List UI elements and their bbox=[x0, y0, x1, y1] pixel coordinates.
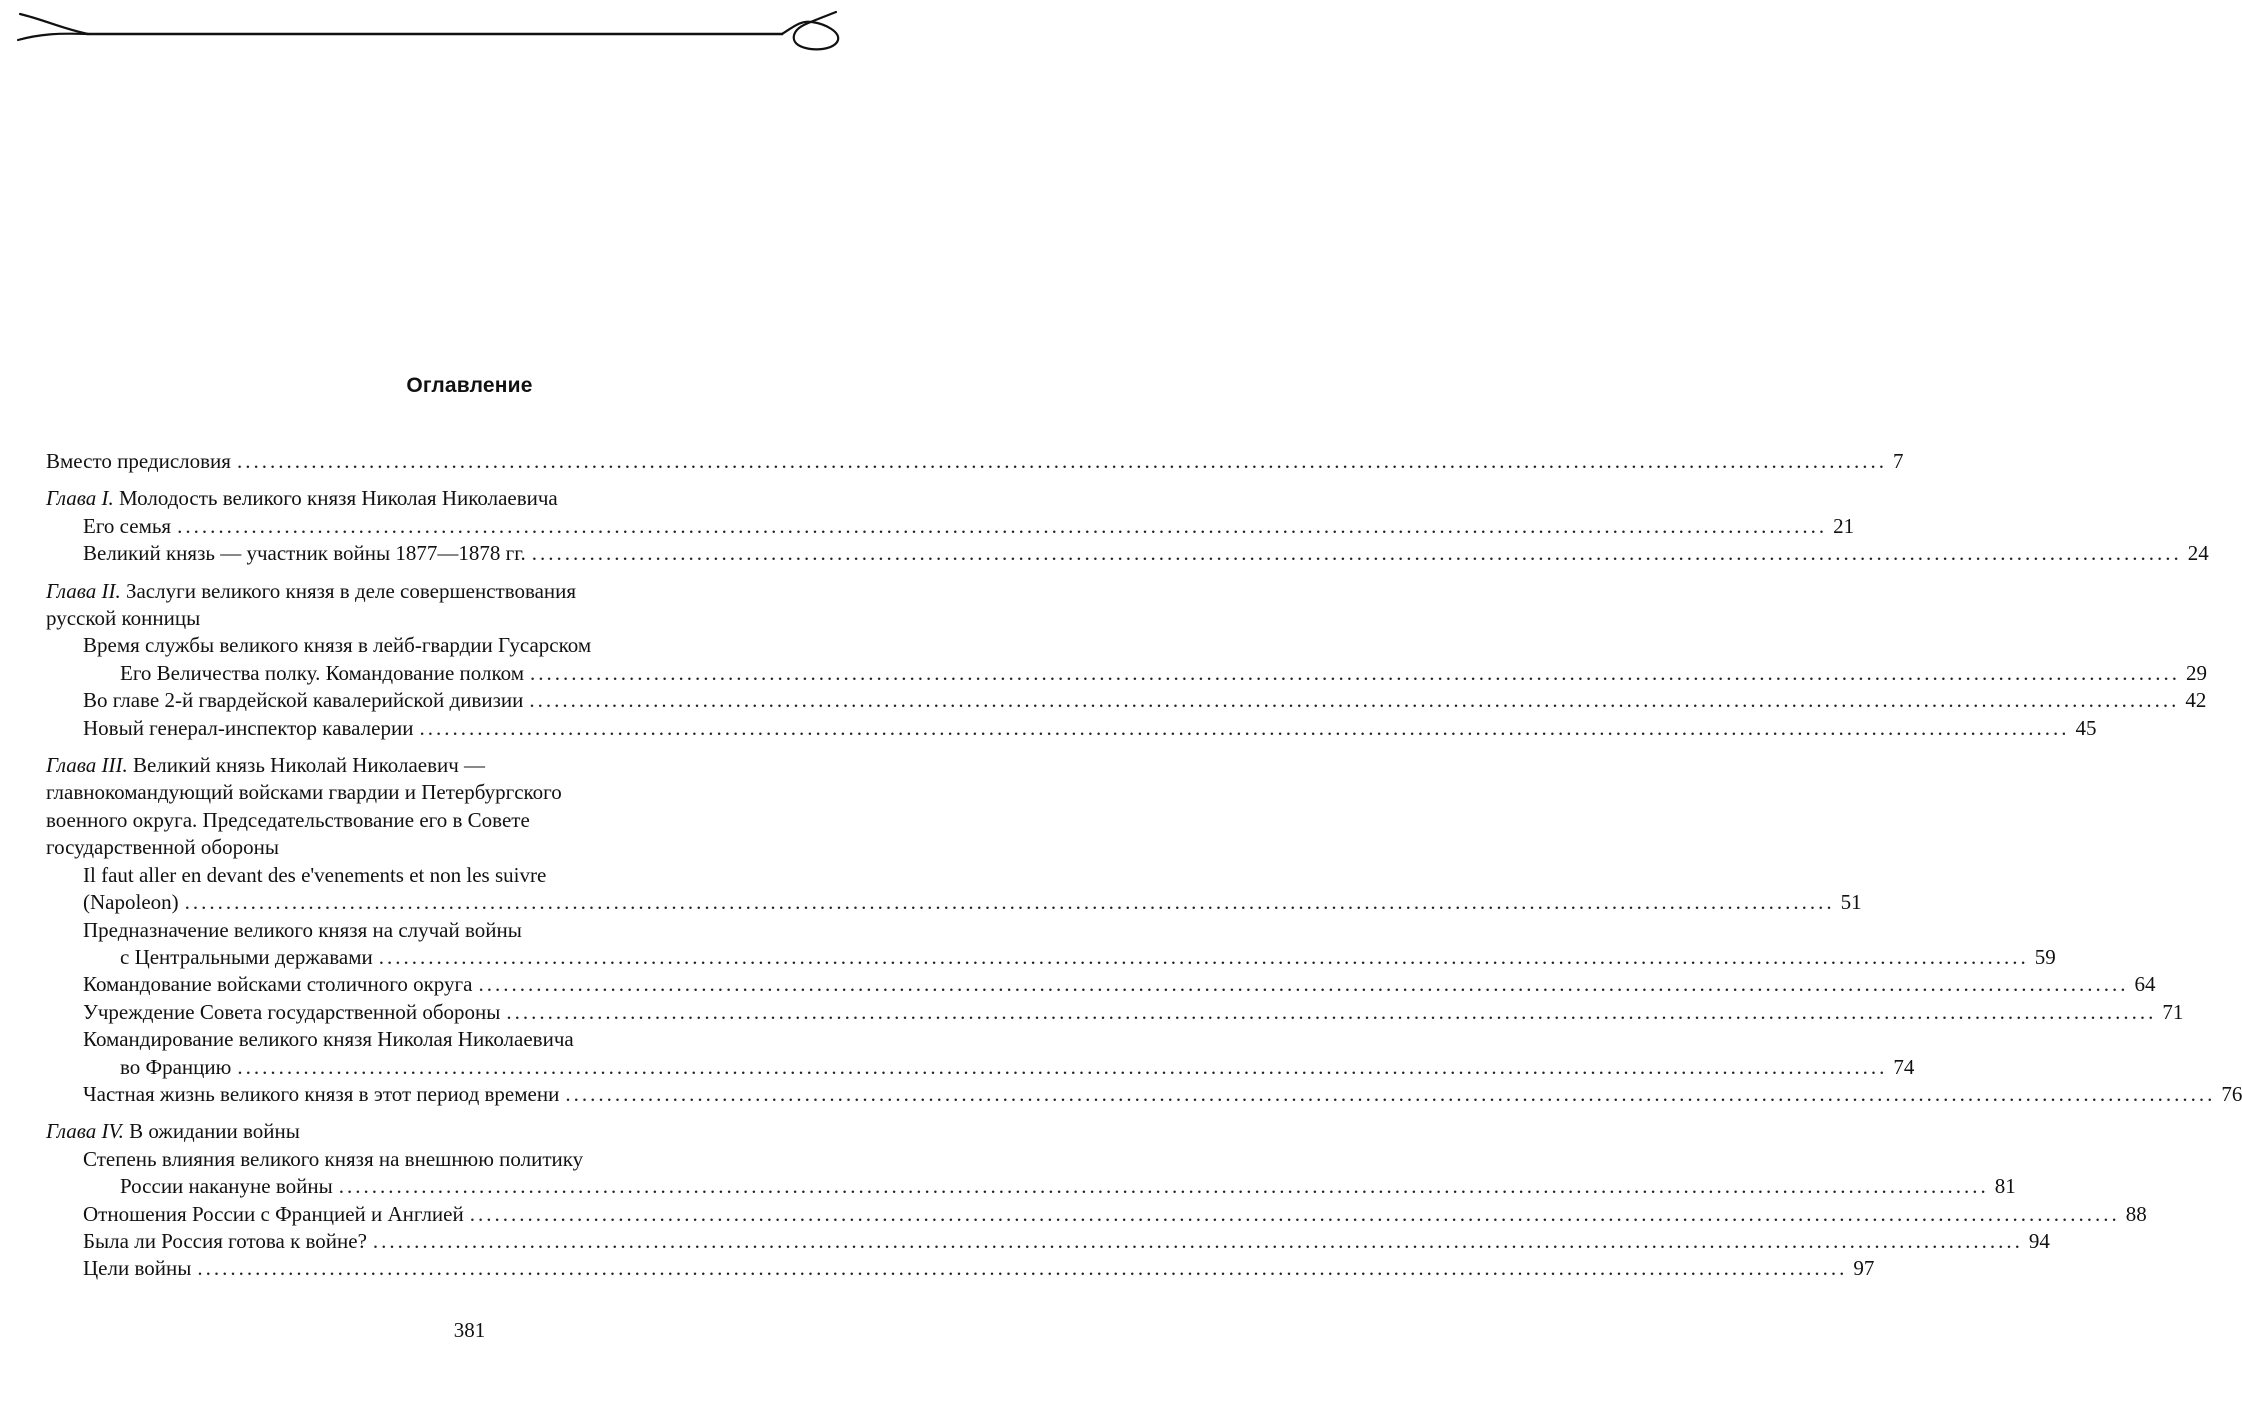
chapter-tag: Глава I. bbox=[46, 486, 114, 511]
toc-entry[interactable] bbox=[46, 687, 2207, 714]
toc-page-number: 45 bbox=[2075, 715, 2097, 740]
toc-entry-first-line[interactable]: Командирование великого князя Николая Николаевича bbox=[83, 1027, 574, 1052]
toc-entry-preface[interactable] bbox=[46, 448, 1904, 475]
toc-page-number: 24 bbox=[2187, 541, 2209, 566]
toc-entry-label: Была ли Россия готова к войне? bbox=[83, 1228, 367, 1253]
chapter-title-continued: главнокомандующий войсками гвардии и Петербургского bbox=[46, 780, 562, 805]
toc-entry-label: с Центральными державами bbox=[120, 944, 373, 969]
page-title: Оглавление bbox=[406, 374, 533, 397]
leader-dots: ........................................................................................................................................................................................................ bbox=[236, 449, 1887, 473]
toc-entry-label: во Францию bbox=[120, 1054, 232, 1079]
chapter-tag: Глава IV. bbox=[46, 1119, 124, 1144]
leader-dots: ........................................................................................................................................................................................................ bbox=[237, 1054, 1888, 1079]
chapter-4-heading bbox=[46, 1118, 794, 1145]
toc-entry[interactable] bbox=[46, 1081, 2242, 1108]
toc-entry-label: России накануне войны bbox=[120, 1174, 333, 1199]
leader-dots: ........................................................................................................................................................................................................ bbox=[177, 513, 1828, 538]
chapter-tag: Глава II. bbox=[46, 578, 121, 603]
chapter-1-heading bbox=[46, 485, 794, 512]
toc-entry[interactable] bbox=[46, 540, 2209, 567]
toc-page-number: 76 bbox=[2221, 1081, 2242, 1106]
toc-page-number: 97 bbox=[1853, 1256, 1875, 1281]
table-of-contents bbox=[46, 448, 2242, 1283]
toc-page-number: 74 bbox=[1893, 1054, 1915, 1079]
toc-page-number: 21 bbox=[1833, 513, 1855, 538]
toc-entry-first-line[interactable]: Время службы великого князя в лейб-гвардии Гусарском bbox=[83, 633, 592, 658]
leader-dots: ........................................................................................................................................................................................................ bbox=[419, 715, 2070, 740]
toc-entry[interactable] bbox=[46, 1173, 2016, 1200]
leader-dots: ........................................................................................................................................................................................................ bbox=[478, 972, 2129, 997]
flourish-rule-icon bbox=[0, 0, 939, 80]
chapter-title-continued: государственной обороны bbox=[46, 835, 279, 860]
chapter-title: В ожидании войны bbox=[129, 1119, 300, 1144]
toc-entry-first-line[interactable]: Предназначение великого князя на случай войны bbox=[83, 917, 522, 942]
chapter-title: Великий князь Николай Николаевич — bbox=[132, 753, 486, 778]
toc-entry-first-line[interactable]: Степень влияния великого князя на внешнюю политику bbox=[83, 1146, 584, 1171]
page-number: 381 bbox=[453, 1318, 486, 1342]
leader-dots: ........................................................................................................................................................................................................ bbox=[529, 688, 2180, 713]
leader-dots: ........................................................................................................................................................................................................ bbox=[338, 1174, 1989, 1199]
toc-entry-label: Во главе 2-й гвардейской кавалерийской дивизии bbox=[83, 688, 524, 713]
leader-dots: ........................................................................................................................................................................................................ bbox=[372, 1228, 2023, 1253]
toc-entry[interactable] bbox=[46, 513, 1855, 540]
chapter-2-heading bbox=[46, 578, 794, 605]
toc-page-number: 88 bbox=[2125, 1201, 2147, 1226]
leader-dots: ........................................................................................................................................................................................................ bbox=[378, 944, 2029, 969]
leader-dots: ........................................................................................................................................................................................................ bbox=[565, 1081, 2216, 1106]
toc-entry[interactable] bbox=[46, 660, 2207, 687]
toc-entry-label: Великий князь — участник войны 1877—1878 гг. bbox=[83, 541, 526, 566]
toc-page-number: 51 bbox=[1840, 890, 1862, 915]
chapter-title-continued: русской конницы bbox=[46, 606, 201, 631]
chapter-tag: Глава III. bbox=[46, 753, 128, 778]
toc-entry-label: Вместо предисловия bbox=[46, 449, 231, 473]
toc-entry[interactable] bbox=[46, 1201, 2147, 1228]
toc-entry[interactable] bbox=[46, 1255, 1875, 1282]
toc-page-number: 94 bbox=[2028, 1228, 2050, 1253]
toc-entry[interactable] bbox=[46, 944, 2056, 971]
chapter-title: Заслуги великого князя в деле совершенствования bbox=[125, 578, 577, 603]
chapter-title-continued: военного округа. Председательствование его в Совете bbox=[46, 807, 530, 832]
toc-entry-label: Новый генерал-инспектор кавалерии bbox=[83, 715, 414, 740]
toc-entry[interactable] bbox=[46, 971, 2156, 998]
toc-entry[interactable] bbox=[46, 715, 2097, 742]
leader-dots: ........................................................................................................................................................................................................ bbox=[469, 1201, 2120, 1226]
toc-page-number: 7 bbox=[1892, 449, 1904, 473]
toc-entry[interactable] bbox=[46, 1054, 1915, 1081]
chapter-title: Молодость великого князя Николая Николаевича bbox=[118, 486, 558, 511]
toc-entry-label: Отношения России с Францией и Англией bbox=[83, 1201, 464, 1226]
toc-page-number: 64 bbox=[2134, 972, 2156, 997]
toc-entry[interactable] bbox=[46, 999, 2184, 1026]
leader-dots: ........................................................................................................................................................................................................ bbox=[506, 999, 2157, 1024]
toc-page-number: 29 bbox=[2186, 660, 2207, 685]
toc-entry-label: Цели войны bbox=[83, 1256, 192, 1281]
toc-entry-label: Командование войсками столичного округа bbox=[83, 972, 473, 997]
leader-dots: ........................................................................................................................................................................................................ bbox=[197, 1256, 1848, 1281]
toc-page-number: 71 bbox=[2162, 999, 2184, 1024]
toc-entry-label: Его Величества полку. Командование полком bbox=[120, 660, 524, 685]
toc-entry-label: (Napoleon) bbox=[83, 890, 179, 915]
toc-page-number: 42 bbox=[2185, 688, 2207, 713]
chapter-3-heading bbox=[46, 752, 794, 779]
toc-entry[interactable] bbox=[46, 889, 1862, 916]
leader-dots: ........................................................................................................................................................................................................ bbox=[184, 890, 1835, 915]
toc-entry[interactable] bbox=[46, 1228, 2050, 1255]
toc-entry-label: Его семья bbox=[83, 513, 172, 538]
toc-entry-first-line[interactable]: Il faut aller en devant des e'venements et non les suivre bbox=[83, 862, 547, 887]
toc-entry-label: Учреждение Совета государственной обороны bbox=[83, 999, 501, 1024]
leader-dots: ........................................................................................................................................................................................................ bbox=[531, 541, 2182, 566]
toc-entry-label: Частная жизнь великого князя в этот период времени bbox=[83, 1081, 560, 1106]
toc-page-number: 81 bbox=[1994, 1174, 2016, 1199]
leader-dots: ........................................................................................................................................................................................................ bbox=[530, 660, 2180, 685]
toc-page-number: 59 bbox=[2034, 944, 2056, 969]
